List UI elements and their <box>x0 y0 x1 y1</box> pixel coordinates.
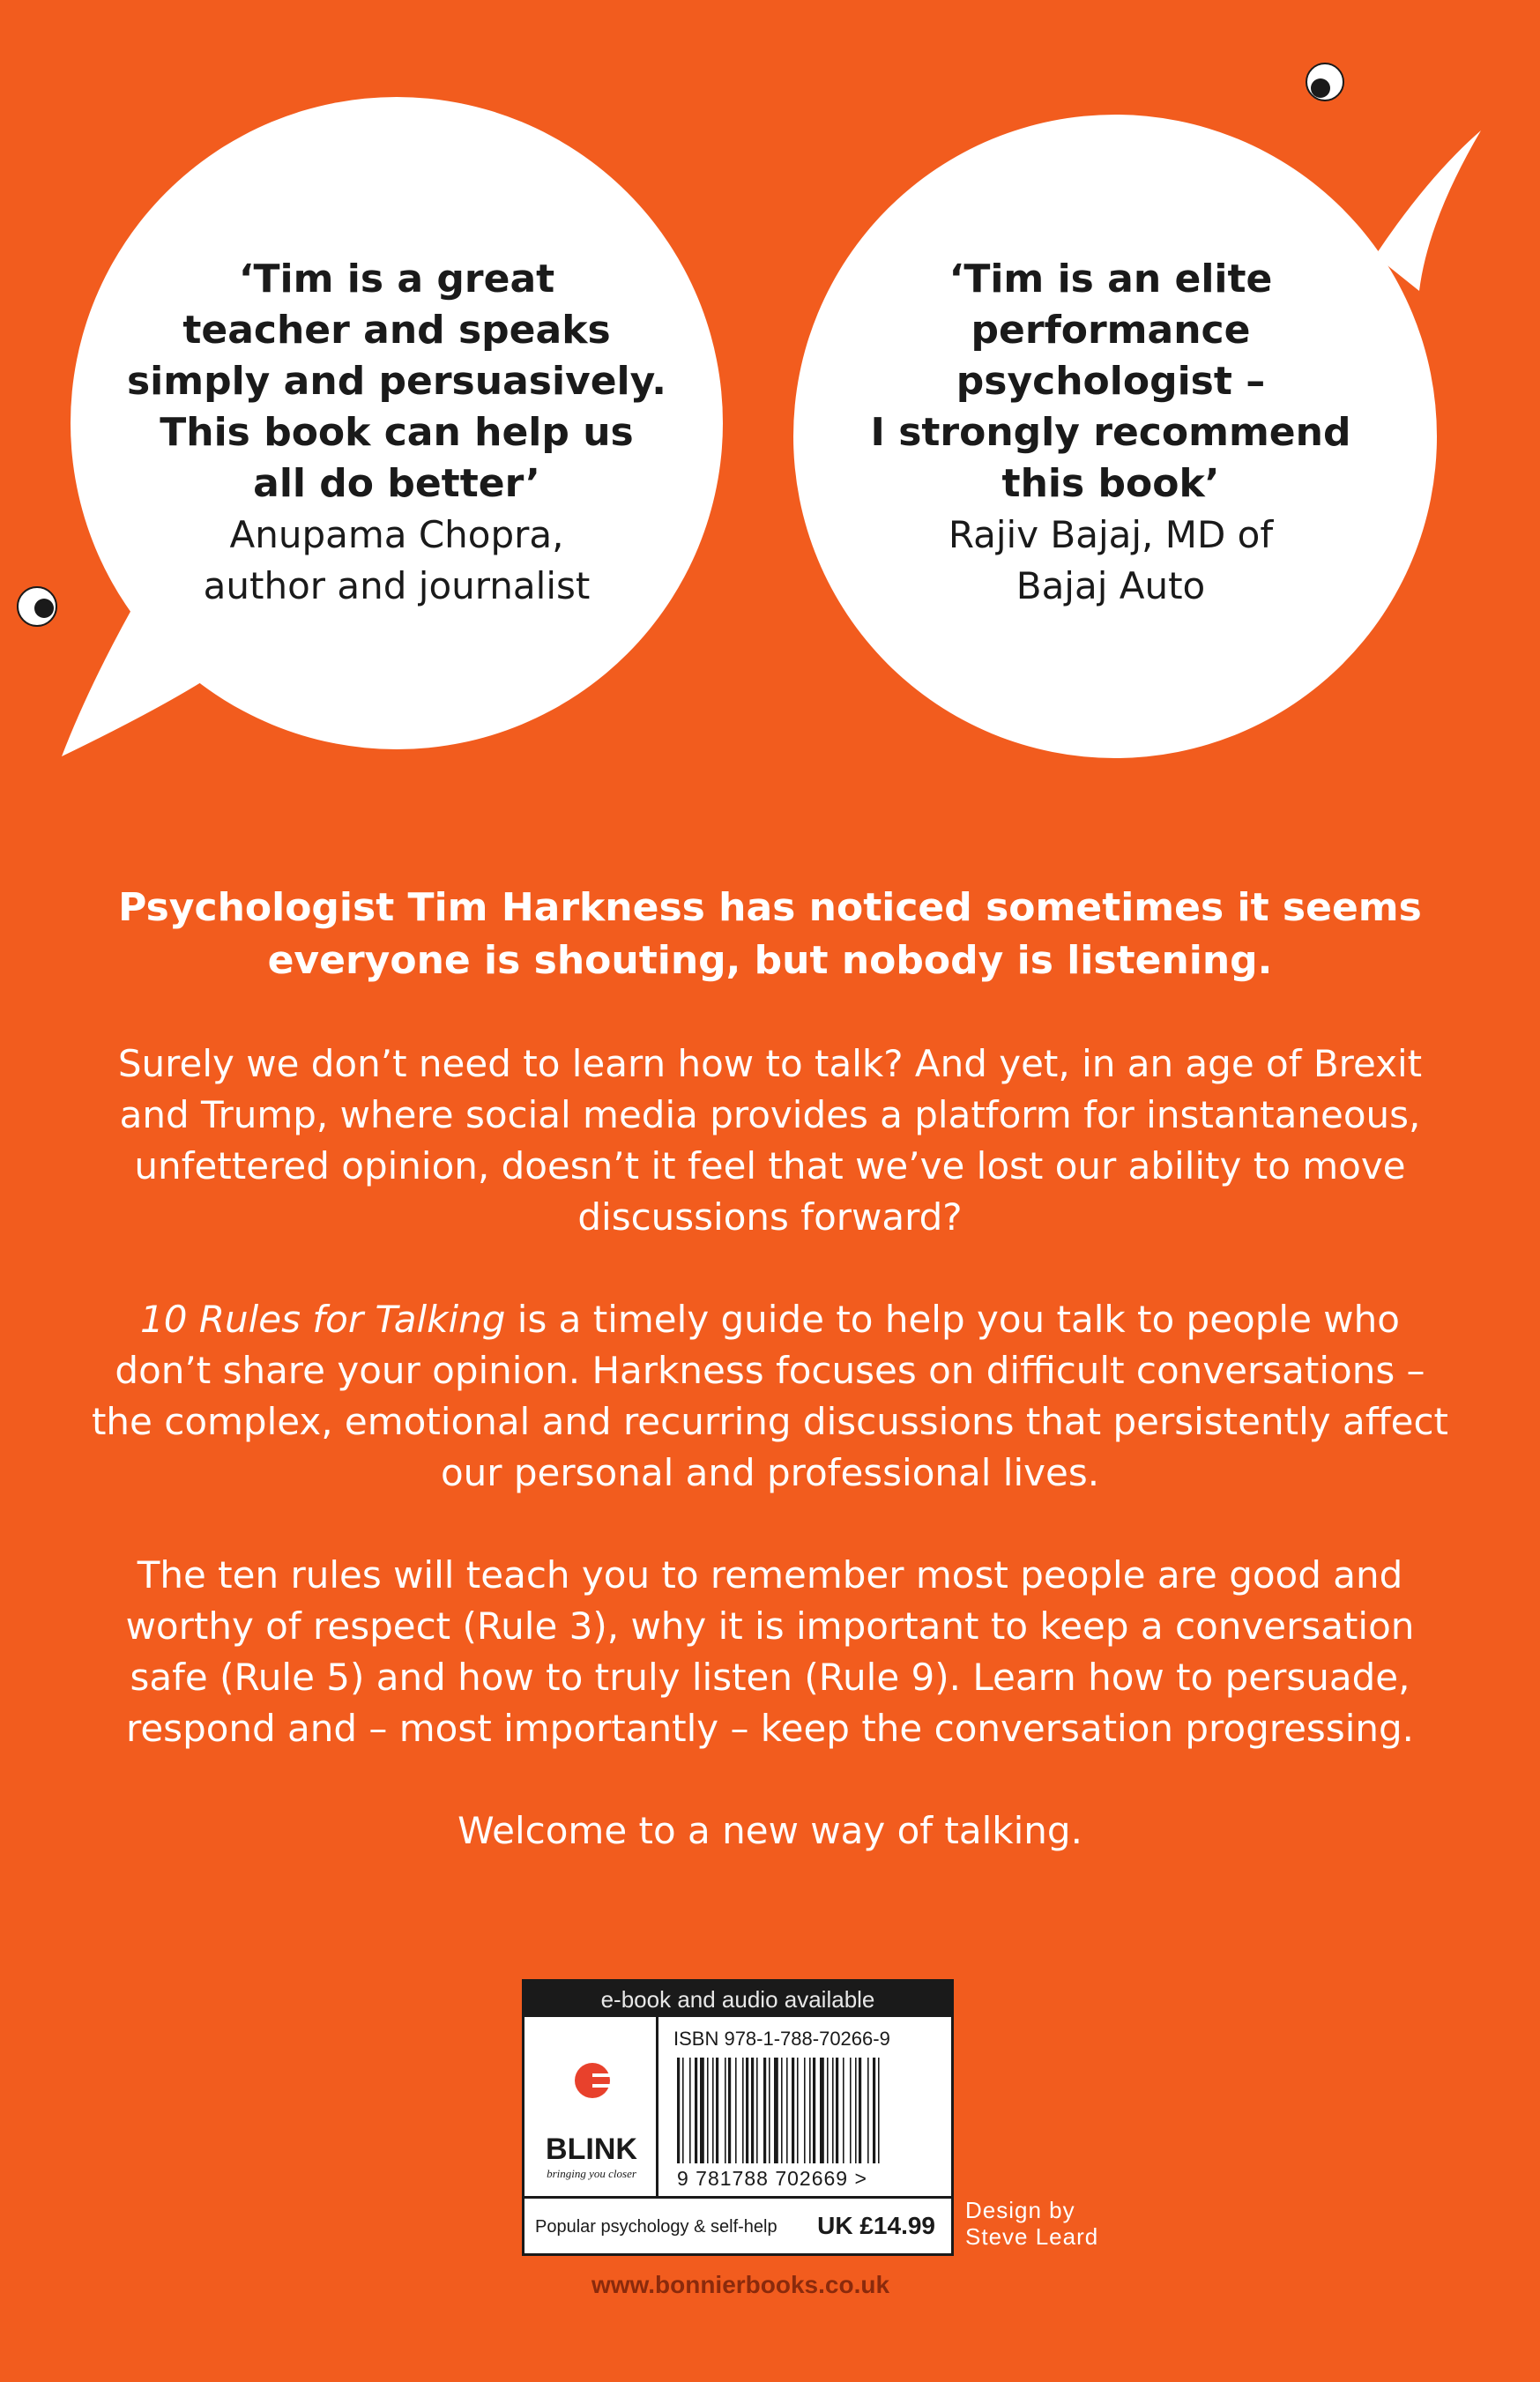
blurb-paragraph <box>35 1294 1505 1499</box>
quote-line: psychologist – <box>956 359 1266 404</box>
isbn-number: ISBN 978-1-788-70266-9 <box>673 2028 890 2050</box>
quote-line: all do better’ <box>253 461 540 506</box>
paragraph-line: discussions forward? <box>577 1195 963 1239</box>
quote-text <box>793 254 1428 510</box>
quote-anupama-chopra <box>88 254 705 612</box>
barcode-digits: 9 781788 702669 > <box>677 2167 867 2190</box>
barcode-icon <box>675 2058 936 2165</box>
price-row <box>524 2196 951 2253</box>
ebook-availability-note: e-book and audio available <box>524 1982 951 2017</box>
quote-line: teacher and speaks <box>182 308 611 353</box>
eye-icon <box>18 587 56 626</box>
book-title: 10 Rules for Talking <box>140 1298 506 1341</box>
design-credit-line: Design by <box>965 2197 1075 2223</box>
attribution-line: Anupama Chopra, <box>229 513 564 556</box>
publisher-logo-text: BLINK <box>546 2133 637 2166</box>
quote-line: I strongly recommend <box>870 410 1351 455</box>
headline-line: everyone is shouting, but nobody is listening. <box>267 938 1273 983</box>
paragraph-line: our personal and professional lives. <box>440 1451 1100 1494</box>
publisher-logo <box>524 2017 658 2196</box>
eye-icon <box>1306 63 1343 100</box>
quote-line: this book’ <box>1001 461 1220 506</box>
paragraph-line: don’t share your opinion. Harkness focuses on difficult conversations – <box>115 1349 1425 1392</box>
paragraph-line: The ten rules will teach you to remember most people are good and <box>137 1553 1403 1597</box>
paragraph-line: the complex, emotional and recurring discussions that persistently affect <box>91 1400 1449 1443</box>
attribution-line: Bajaj Auto <box>1016 564 1206 607</box>
paragraph-line <box>35 1294 1505 1345</box>
barcode-panel <box>522 1979 954 2256</box>
blink-logo-icon <box>573 2059 612 2121</box>
book-price: UK £14.99 <box>817 2212 935 2239</box>
headline-line: Psychologist Tim Harkness has noticed sometimes it seems <box>118 885 1422 930</box>
publisher-tagline: bringing you closer <box>547 2167 636 2180</box>
blurb-paragraph <box>35 1550 1505 1754</box>
design-credit <box>965 2197 1098 2250</box>
paragraph-line: and Trump, where social media provides a platform for instantaneous, <box>119 1093 1421 1136</box>
paragraph-line: safe (Rule 5) and how to truly listen (Rule 9). Learn how to persuade, <box>130 1656 1410 1699</box>
quote-line: performance <box>971 308 1251 353</box>
quote-text <box>88 254 705 510</box>
paragraph-line: Surely we don’t need to learn how to talk? And yet, in an age of Brexit <box>117 1042 1423 1085</box>
paragraph-line: worthy of respect (Rule 3), why it is important to keep a conversation <box>125 1604 1415 1648</box>
paragraph-text: is a timely guide to help you talk to people who <box>505 1298 1400 1341</box>
closing-line: Welcome to a new way of talking. <box>458 1809 1082 1852</box>
quote-rajiv-bajaj <box>793 254 1428 612</box>
quote-attribution <box>88 510 705 612</box>
back-cover-blurb <box>35 882 1505 1908</box>
quote-attribution <box>793 510 1428 612</box>
quote-line: ‘Tim is an elite <box>949 257 1273 301</box>
paragraph-line: unfettered opinion, doesn’t it feel that we’ve lost our ability to move <box>134 1144 1406 1187</box>
design-credit-line: Steve Leard <box>965 2223 1099 2250</box>
publisher-website[interactable]: www.bonnierbooks.co.uk <box>591 2271 890 2298</box>
blurb-closing <box>35 1805 1505 1857</box>
quote-line: ‘Tim is a great <box>238 257 555 301</box>
blurb-paragraph <box>35 1038 1505 1243</box>
blurb-headline <box>35 882 1505 987</box>
quote-line: simply and persuasively. <box>126 359 666 404</box>
attribution-line: Rajiv Bajaj, MD of <box>948 513 1274 556</box>
isbn-barcode-area <box>661 2017 951 2196</box>
attribution-line: author and journalist <box>203 564 591 607</box>
paragraph-line: respond and – most importantly – keep the conversation progressing. <box>126 1707 1414 1750</box>
quote-line: This book can help us <box>160 410 634 455</box>
book-category: Popular psychology & self-help <box>535 2217 777 2237</box>
